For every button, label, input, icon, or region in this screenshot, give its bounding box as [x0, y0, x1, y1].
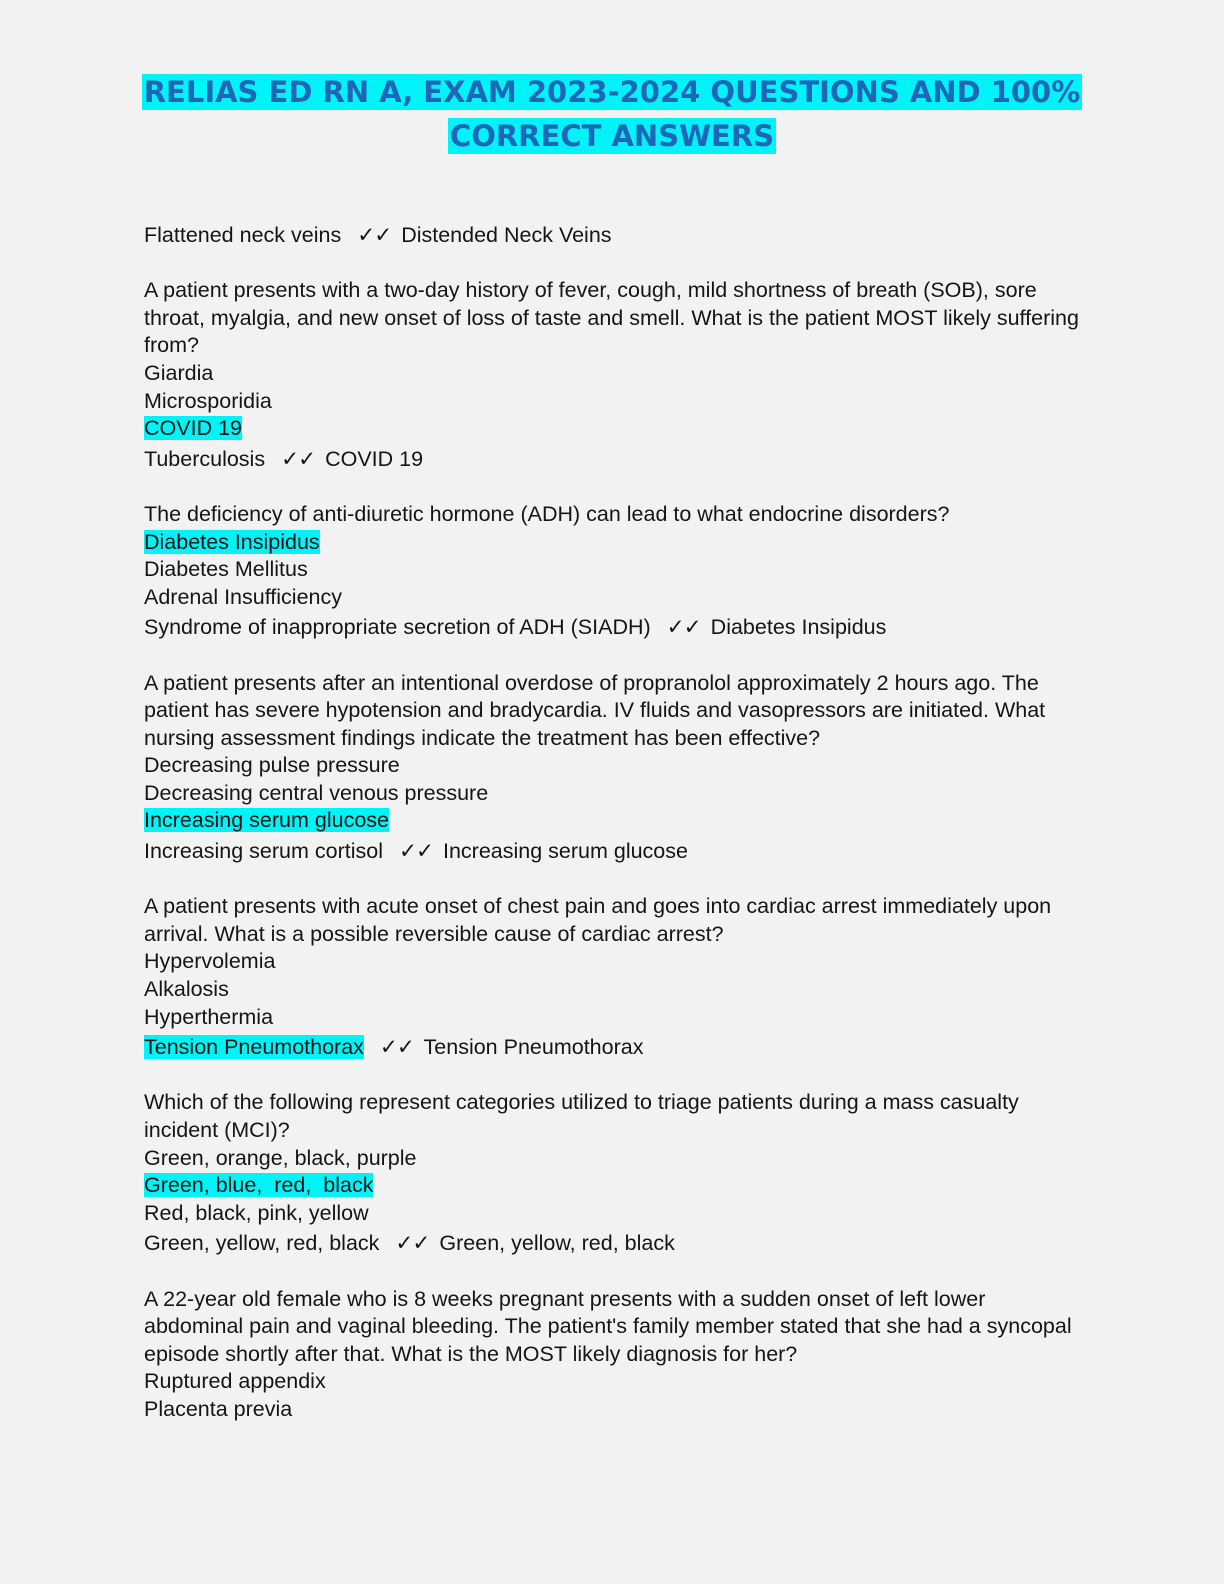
question-stem: A patient presents with a two-day history of fever, cough, mild shortness of breath (SOB), sore throat, myalgia, and new onset of loss of taste and smell. What is the patient MOST likely suffering from?	[144, 278, 1079, 358]
check-icon: ✓✓	[666, 615, 701, 640]
question-block	[144, 501, 1084, 642]
option: Microsporidia	[144, 388, 272, 413]
question-stem: A patient presents after an intentional overdose of propranolol approximately 2 hours ago. The patient has severe hypotension and bradycardia. IV fluids and vasopressors are initiated. What nursing assessment findings indicate the treatment has been effective?	[144, 670, 1046, 750]
option-highlighted: Tension Pneumothorax	[144, 1035, 364, 1060]
option: Decreasing pulse pressure	[144, 753, 400, 778]
option: Diabetes Mellitus	[144, 557, 308, 582]
question-stem: Flattened neck veins	[144, 223, 342, 247]
option-highlighted: Diabetes Insipidus	[144, 529, 320, 554]
title-line-2: CORRECT ANSWERS	[449, 119, 775, 153]
question-block	[144, 1089, 1084, 1258]
answer-line	[144, 222, 1084, 250]
option: Hypervolemia	[144, 949, 276, 974]
question-stem: Which of the following represent categories utilized to triage patients during a mass casualty incident (MCI)?	[144, 1090, 1019, 1142]
answer-line	[144, 838, 1084, 866]
option: Hyperthermia	[144, 1004, 274, 1029]
option: Decreasing central venous pressure	[144, 780, 489, 805]
answer-line	[144, 1230, 1084, 1258]
correct-answer: Tension Pneumothorax	[423, 1035, 644, 1060]
option: Alkalosis	[144, 977, 229, 1002]
correct-answer: Diabetes Insipidus	[710, 615, 887, 640]
title-line-1: RELIAS ED RN A, EXAM 2023-2024 QUESTIONS AND 100%	[143, 75, 1081, 109]
check-icon: ✓✓	[395, 1231, 430, 1256]
question-list	[144, 222, 1084, 1424]
option: Giardia	[144, 360, 214, 385]
correct-answer: COVID 19	[325, 446, 424, 471]
option: Ruptured appendix	[144, 1369, 326, 1394]
question-block	[144, 222, 1084, 250]
answer-line	[144, 446, 1084, 474]
correct-answer: Distended Neck Veins	[401, 223, 612, 247]
option: Green, orange, black, purple	[144, 1145, 417, 1170]
question-stem: A patient presents with acute onset of chest pain and goes into cardiac arrest immediately upon arrival. What is a possible reversible cause of cardiac arrest?	[144, 894, 1052, 946]
option: Adrenal Insufficiency	[144, 584, 342, 609]
question-stem: The deficiency of anti-diuretic hormone (ADH) can lead to what endocrine disorders?	[144, 501, 950, 526]
option: Green, yellow, red, black	[144, 1231, 380, 1256]
question-block	[144, 670, 1084, 866]
correct-answer: Increasing serum glucose	[442, 839, 688, 864]
question-block	[144, 277, 1084, 473]
question-stem: A 22-year old female who is 8 weeks pregnant presents with a sudden onset of left lower abdominal pain and vaginal bleeding. The patient's family member stated that she had a syncopal episode shortly after that. What is the MOST likely diagnosis for her?	[144, 1286, 1072, 1366]
option: Syndrome of inappropriate secretion of ADH (SIADH)	[144, 615, 651, 640]
option-highlighted: COVID 19	[144, 416, 242, 441]
check-icon: ✓✓	[281, 446, 316, 471]
check-icon: ✓✓	[379, 1035, 414, 1060]
option: Red, black, pink, yellow	[144, 1200, 369, 1225]
correct-answer: Green, yellow, red, black	[439, 1231, 675, 1256]
option: Placenta previa	[144, 1396, 293, 1421]
option: Tuberculosis	[144, 446, 266, 471]
option-highlighted: Increasing serum glucose	[144, 808, 389, 833]
document-title	[120, 70, 1104, 158]
option-highlighted: Green, blue, red, black	[144, 1173, 374, 1198]
answer-line	[144, 614, 1084, 642]
question-block	[144, 1286, 1084, 1424]
answer-line	[144, 1034, 1084, 1062]
check-icon: ✓✓	[398, 839, 433, 864]
check-icon: ✓✓	[357, 223, 392, 247]
option: Increasing serum cortisol	[144, 839, 383, 864]
question-block	[144, 893, 1084, 1062]
